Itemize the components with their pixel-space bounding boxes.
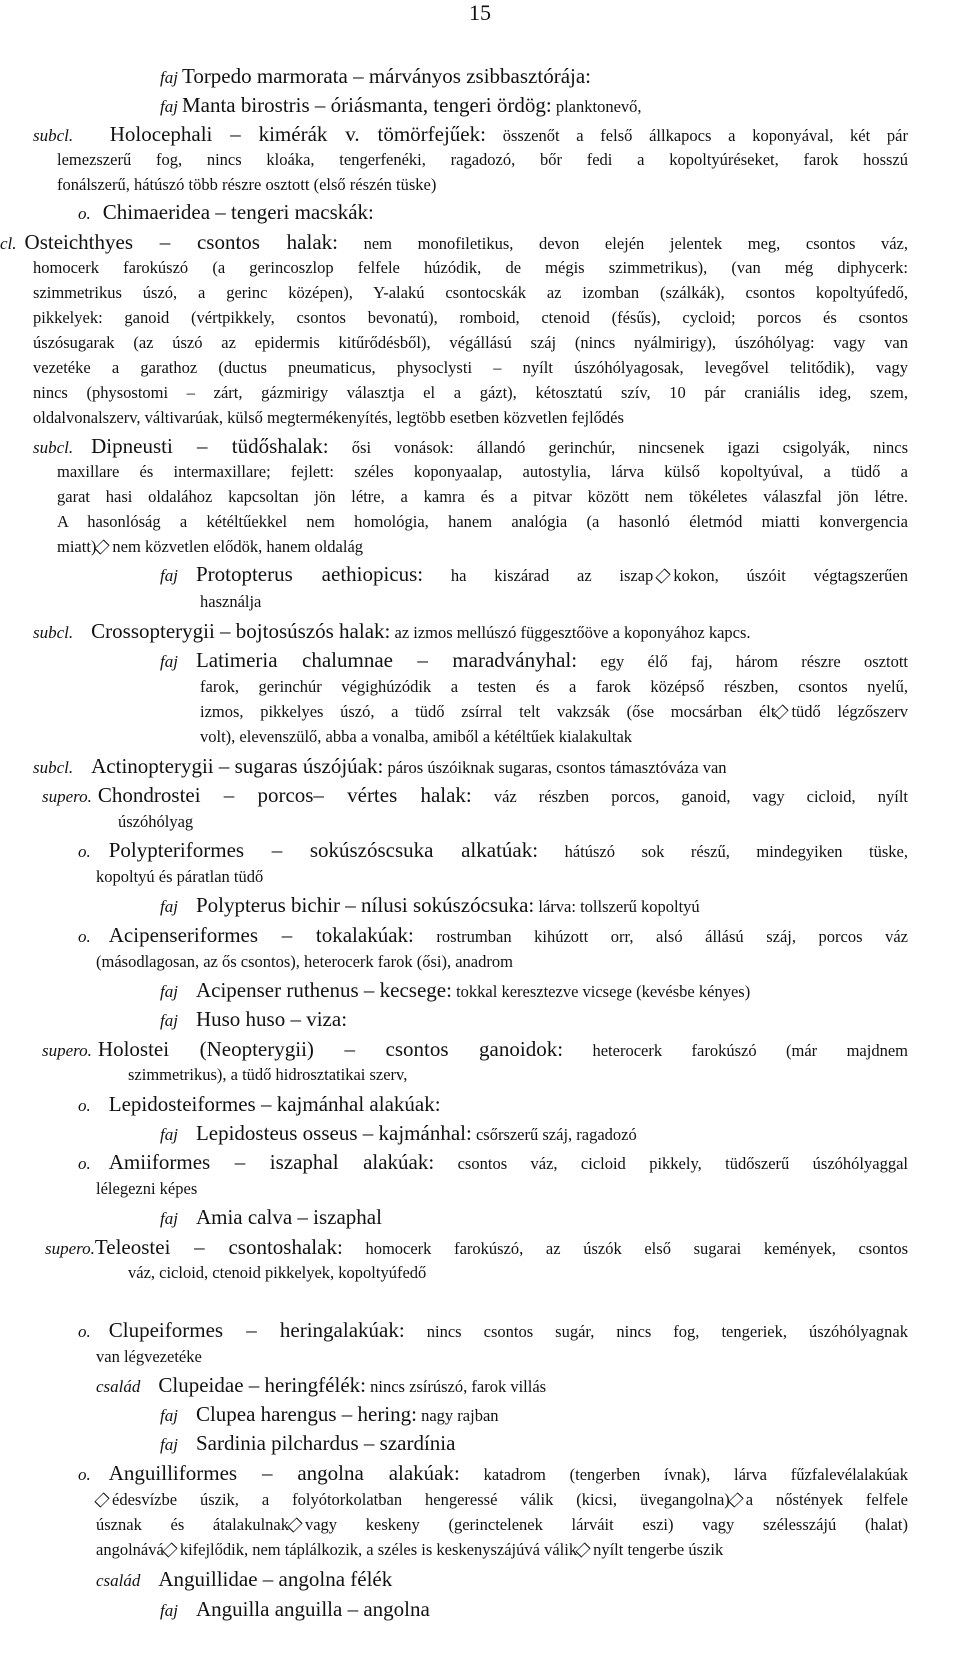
taxon-title: Chimaeridea – tengeri macskák:	[102, 200, 374, 224]
entry-line	[0, 230, 908, 255]
taxon-description: váz részben porcos, ganoid, vagy cicloid, nyílt	[471, 787, 908, 806]
entry-line	[78, 838, 908, 863]
entry-line	[42, 783, 908, 808]
taxon-description: katadrom (tengerben ívnak), lárva fűzfalevélalakúak	[459, 1465, 908, 1484]
taxon-title: Manta birostris – óriásmanta, tengeri ördög:	[181, 93, 552, 117]
body-text-line: miatt) nem közvetlen elődök, hanem oldalág	[57, 537, 364, 556]
rank-label: o.	[78, 204, 91, 223]
body-text-line: kopoltyú és páratlan tüdő	[96, 867, 264, 886]
body-text-line: úszósugarak (az úszó az epidermis kitűrődésből), végállású száj (nincs nyálmirigy), úszóhólyag: vagy van	[33, 333, 908, 352]
diamond-arrow-icon	[162, 1542, 177, 1557]
body-text-line: édesvízbe úszik, a folyótorkolatban hengeressé válik (kicsi, üvegangolna) a nőstények felfele	[96, 1490, 908, 1510]
page-number: 15	[469, 0, 491, 25]
entry-line	[160, 978, 750, 1003]
taxon-title: Amiiformes – iszaphal alakúak:	[108, 1150, 435, 1174]
taxon-description: csőrszerű száj, ragadozó	[471, 1125, 637, 1144]
rank-label: faj	[160, 1209, 178, 1228]
rank-label: faj	[160, 1406, 178, 1425]
rank-label: subcl.	[33, 758, 74, 777]
taxon-description: nagy rajban	[416, 1406, 499, 1425]
diamond-arrow-icon	[774, 704, 789, 719]
entry-line	[160, 64, 591, 89]
rank-label: család	[96, 1571, 141, 1590]
body-text-line: úsznak és átalakulnak vagy keskeny (gerinctelenek lárváit eszi) vagy szélesszájú (halat)	[96, 1515, 908, 1534]
body-text-line: (másodlagosan, az ős csontos), heterocerk farok (ősi), anadrom	[96, 952, 513, 971]
body-text-line: nincs (physostomi – zárt, gázmirigy választja el a gázt), kétosztatú szív, 10 pár craniális ideg, szem,	[33, 383, 908, 402]
taxon-description: csontos váz, cicloid pikkely, tüdőszerű úszóhólyaggal	[434, 1154, 908, 1173]
taxon-title: Teleostei – csontoshalak:	[94, 1235, 343, 1259]
entry-line	[160, 648, 908, 673]
taxon-title: Actinopterygii – sugaras úszójúak:	[91, 754, 384, 778]
body-text-line: szimmetrikus úszó, a gerinc középen), Y-alakú csontocskák az izomban (szálkák), csontos kopoltyúfedő,	[33, 283, 908, 302]
taxon-title: Acipenseriformes – tokalakúak:	[108, 923, 414, 947]
taxon-title: Holostei (Neopterygii) – csontos ganoidok:	[97, 1037, 564, 1061]
diamond-arrow-icon	[287, 1517, 302, 1532]
body-text-line: úszóhólyag	[118, 812, 194, 831]
rank-label: faj	[160, 566, 178, 585]
rank-label: faj	[160, 982, 178, 1001]
taxon-title: Chondrostei – porcos– vértes halak:	[97, 783, 472, 807]
taxon-description: az izmos mellúszó függesztőöve a koponyához kapcs.	[390, 623, 751, 642]
taxon-title: Dipneusti – tüdőshalak:	[91, 434, 329, 458]
entry-line	[45, 1235, 908, 1260]
taxon-description: heterocerk farokúszó (már majdnem	[563, 1041, 908, 1060]
taxon-title: Amia calva – iszaphal	[195, 1205, 382, 1229]
diamond-arrow-icon	[728, 1492, 743, 1507]
rank-label: supero.	[42, 1041, 92, 1060]
taxon-title: Latimeria chalumnae – maradványhal:	[195, 648, 578, 672]
entry-line	[78, 1461, 908, 1486]
body-text-line: lemezszerű fog, nincs kloáka, tengerfenéki, ragadozó, bőr fedi a kopoltyúréseket, farok hosszú	[57, 150, 908, 169]
taxon-description: páros úszóiknak sugaras, csontos támasztóváza van	[383, 758, 727, 777]
rank-label: faj	[160, 1435, 178, 1454]
rank-label: subcl.	[33, 126, 74, 145]
taxon-title: Anguilliformes – angolna alakúak:	[108, 1461, 460, 1485]
entry-line: faj Protopterus aethiopicus: ha kiszárad az iszap kokon, úszóit végtagszerűen	[160, 562, 908, 586]
body-text-line: volt), elevenszülő, abba a vonalba, amiből a kétéltűek kialakultak	[200, 727, 633, 746]
rank-label: subcl.	[33, 438, 74, 457]
rank-label: o.	[78, 1154, 91, 1173]
taxon-description: lárva: tollszerű kopoltyú	[534, 897, 700, 916]
rank-label: faj	[160, 652, 178, 671]
entry-line	[160, 1205, 382, 1230]
taxon-title: Protopterus aethiopicus:	[195, 562, 424, 586]
entry-line	[78, 1150, 908, 1175]
entry-line	[33, 754, 727, 779]
rank-label: faj	[160, 68, 178, 87]
rank-label: o.	[78, 1465, 91, 1484]
entry-line	[160, 1402, 499, 1427]
rank-label: faj	[160, 1125, 178, 1144]
taxon-description: nincs zsírúszó, farok villás	[365, 1377, 547, 1396]
entry-line	[78, 1318, 908, 1343]
taxon-title: Osteichthyes – csontos halak:	[24, 230, 338, 254]
taxon-title: Sardinia pilchardus – szardínia	[195, 1431, 456, 1455]
taxon-title: Lepidosteus osseus – kajmánhal:	[195, 1121, 472, 1145]
body-text-line: angolnává kifejlődik, nem táplálkozik, a széles is keskenyszájúvá válik nyílt tengerbe úszik	[96, 1540, 724, 1559]
taxon-title: Anguilla anguilla – angolna	[195, 1597, 430, 1621]
diamond-arrow-icon	[575, 1542, 590, 1557]
entry-line	[33, 619, 751, 644]
taxon-title: Clupeidae – heringfélék:	[158, 1373, 366, 1397]
body-text-line: maxillare és intermaxillare; fejlett: széles koponyaalap, autostylia, lárva külső kopoltyúval, a tüdő a	[57, 462, 908, 481]
rank-label: o.	[78, 1322, 91, 1341]
taxon-title: Polypterus bichir – nílusi sokúszócsuka:	[195, 893, 535, 917]
body-text-line: pikkelyek: ganoid (vértpikkely, csontos bevonatú), romboid, ctenoid (fésűs), cycloid; porcos és csontos	[33, 308, 908, 327]
body-text-line: farok, gerinchúr végighúzódik a testen és a farok középső részben, csontos nyelű,	[200, 677, 908, 696]
rank-label: supero.	[45, 1239, 95, 1258]
taxon-description: ősi vonások: állandó gerinchúr, nincsenek igazi csigolyák, nincs	[328, 438, 908, 457]
diamond-arrow-icon	[95, 539, 110, 554]
taxon-title: Huso huso – viza:	[195, 1007, 348, 1031]
rank-label: faj	[160, 897, 178, 916]
taxon-description: tokkal keresztezve vicsege (kevésbe kényes)	[451, 982, 751, 1001]
entry-line	[42, 1037, 908, 1062]
taxon-title: Holocephali – kimérák v. tömörfejűek:	[109, 122, 486, 146]
rank-label: subcl.	[33, 623, 74, 642]
body-text-line: izmos, pikkelyes úszó, a tüdő zsírral telt vakzsák (őse mocsárban élt tüdő légzőszerv	[200, 702, 908, 721]
body-text-line: garat hasi oldalához kapcsoltan jön létre, a kamra és a pitvar között nem tökéletes válaszfal jön létre.	[57, 487, 908, 506]
rank-label: o.	[78, 842, 91, 861]
rank-label: faj	[160, 97, 178, 116]
body-text-line: van légvezetéke	[96, 1347, 202, 1366]
rank-label: faj	[160, 1011, 178, 1030]
entry-line	[160, 1431, 455, 1456]
body-text-line: A hasonlóság a kétéltűekkel nem homológia, hanem analógia (a hasonló életmód miatti konvergencia	[57, 512, 908, 531]
taxon-description: nem monofiletikus, devon elején jelentek meg, csontos váz,	[338, 234, 908, 253]
taxon-description: hátúszó sok részű, mindegyiken tüske,	[538, 842, 908, 861]
body-text-line: szimmetrikus), a tüdő hidrosztatikai szerv,	[128, 1065, 408, 1084]
taxon-description: rostrumban kihúzott orr, alsó állású száj, porcos váz	[413, 927, 908, 946]
diamond-arrow-icon	[656, 568, 671, 583]
taxon-description: planktonevő,	[551, 97, 642, 116]
taxon-description: homocerk farokúszó, az úszók első sugarai kemények, csontos	[342, 1239, 908, 1258]
body-text-line: használja	[200, 592, 262, 611]
entry-line	[160, 1597, 430, 1622]
rank-label: o.	[78, 1096, 91, 1115]
entry-line	[96, 1567, 392, 1592]
taxon-description: egy élő faj, három részre osztott	[577, 652, 908, 671]
taxon-description: nincs csontos sugár, nincs fog, tengeriek, úszóhólyagnak	[404, 1322, 909, 1341]
entry-line	[160, 1007, 347, 1032]
entry-line	[160, 893, 700, 918]
entry-line	[96, 1373, 546, 1398]
rank-label: faj	[160, 1601, 178, 1620]
taxon-title: Anguillidae – angolna félék	[158, 1567, 393, 1591]
body-text-line: homocerk farokúszó (a gerincoszlop felfele húzódik, de mégis szimmetrikus), (van még diphycerk:	[33, 258, 908, 277]
rank-label: supero.	[42, 787, 92, 806]
entry-line	[78, 923, 908, 948]
taxon-title: Clupeiformes – heringalakúak:	[108, 1318, 405, 1342]
body-text-line: fonálszerű, hátúszó több részre osztott (első részén tüske)	[57, 175, 437, 194]
rank-label: o.	[78, 927, 91, 946]
rank-label: család	[96, 1377, 141, 1396]
entry-line	[33, 434, 908, 459]
entry-line	[33, 122, 908, 147]
entry-line	[160, 93, 642, 118]
body-text-line: váz, cicloid, ctenoid pikkelyek, kopoltyúfedő	[128, 1263, 427, 1282]
body-text-line: oldalvonalszerv, váltivarúak, külső megtermékenyítés, legtöbb esetben közvetlen fejlődés	[33, 408, 624, 427]
diamond-arrow-icon	[94, 1492, 109, 1507]
body-text-line: vezetéke a garathoz (ductus pneumaticus, physoclysti – nyílt úszóhólyagosak, levegővel telitődik), vagy	[33, 358, 908, 377]
taxon-title: Clupea harengus – hering:	[195, 1402, 417, 1426]
entry-line	[160, 1121, 637, 1146]
body-text-line: lélegezni képes	[96, 1179, 198, 1198]
taxon-title: Acipenser ruthenus – kecsege:	[195, 978, 452, 1002]
entry-line	[78, 200, 374, 225]
taxon-title: Crossopterygii – bojtosúszós halak:	[91, 619, 391, 643]
taxon-title: Lepidosteiformes – kajmánhal alakúak:	[108, 1092, 441, 1116]
taxon-title: Polypteriformes – sokúszóscsuka alkatúak:	[108, 838, 539, 862]
taxon-title: Torpedo marmorata – márványos zsibbasztórája:	[181, 64, 592, 88]
entry-line	[78, 1092, 441, 1117]
taxon-description: összenőt a felső állkapocs a koponyával, két pár	[485, 126, 909, 145]
rank-label: cl.	[0, 234, 17, 253]
